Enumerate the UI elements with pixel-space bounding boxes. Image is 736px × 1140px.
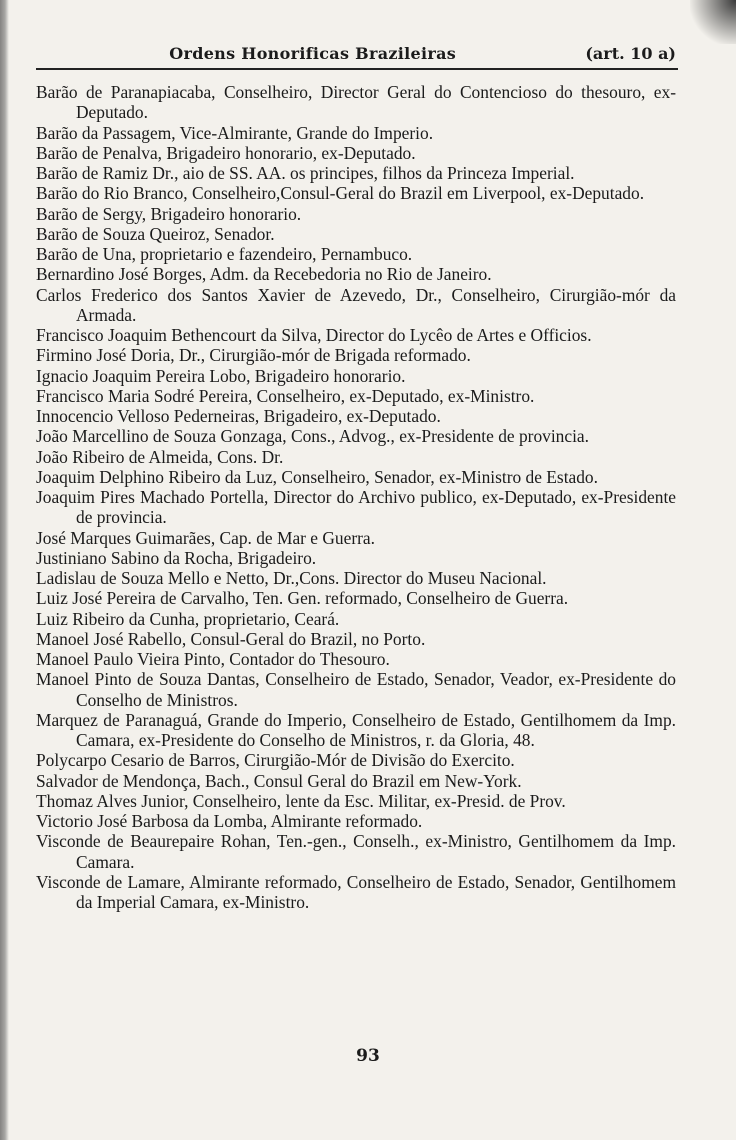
list-item: Barão da Passagem, Vice-Almirante, Grande do Imperio. — [36, 122, 434, 143]
list-item: Polycarpo Cesario de Barros, Cirurgião-Mór de Divisão do Exercito. — [36, 750, 515, 771]
list-item: Joaquim Delphino Ribeiro da Luz, Conselheiro, Senador, ex-Ministro de Estado. — [36, 466, 598, 487]
list-item: Marquez de Paranaguá, Grande do Imperio, Conselheiro de Estado, Gentilhomem da Imp. Camara, ex-Presidente do Conselho de Ministros, r. da Gloria, 48. — [36, 709, 676, 750]
list-item: Victorio José Barbosa da Lomba, Almirante reformado. — [36, 811, 423, 831]
list-item: Carlos Frederico dos Santos Xavier de Azevedo, Dr., Conselheiro, Cirurgião-mór da Armada. — [36, 284, 676, 325]
list-item: Francisco Maria Sodré Pereira, Conselheiro, ex-Deputado, ex-Ministro. — [36, 385, 535, 406]
corner-smudge — [690, 0, 736, 44]
list-item: Barão de Paranapiacaba, Conselheiro, Director Geral do Contencioso do thesouro, ex-Deputado. — [36, 82, 676, 123]
list-item: Luiz Ribeiro da Cunha, proprietario, Ceará. — [36, 608, 340, 629]
list-item: Innocencio Velloso Pederneiras, Brigadeiro, ex-Deputado. — [36, 406, 441, 426]
header-title: Ordens Honorificas Brazileiras — [169, 43, 457, 63]
header-article-reference: (art. 10 a) — [585, 43, 676, 63]
list-item: Barão de Una, proprietario e fazendeiro, Pernambuco. — [36, 244, 413, 264]
list-item: Manoel Pinto de Souza Dantas, Conselheiro de Estado, Senador, Veador, ex-Presidente do Conselho de Ministros. — [36, 669, 676, 710]
list-item: José Marques Guimarães, Cap. de Mar e Guerra. — [36, 527, 375, 548]
list-item: Salvador de Mendonça, Bach., Consul Geral do Brazil em New-York. — [36, 770, 522, 791]
list-item: Thomaz Alves Junior, Conselheiro, lente da Esc. Militar, ex-Presid. de Prov. — [36, 790, 566, 811]
list-item: Ladislau de Souza Mello e Netto, Dr.,Cons. Director do Museu Nacional. — [36, 568, 547, 588]
list-item: Barão de Sergy, Brigadeiro honorario. — [36, 203, 302, 224]
list-item: Manoel José Rabello, Consul-Geral do Brazil, no Porto. — [36, 628, 426, 649]
list-item: Ignacio Joaquim Pereira Lobo, Brigadeiro honorario. — [36, 365, 406, 386]
list-item: Barão de Ramiz Dr., aio de SS. AA. os principes, filhos da Princeza Imperial. — [36, 163, 575, 183]
page-edge-shadow — [0, 0, 9, 1140]
list-item: Justiniano Sabino da Rocha, Brigadeiro. — [36, 547, 317, 568]
page-number: 93 — [356, 1046, 380, 1066]
list-item: Barão do Rio Branco, Conselheiro,Consul-Geral do Brazil em Liverpool, ex-Deputado. — [36, 183, 645, 204]
list-item: Luiz José Pereira de Carvalho, Ten. Gen. reformado, Conselheiro de Guerra. — [36, 588, 569, 609]
running-header — [40, 40, 676, 66]
list-item: Barão de Souza Queiroz, Senador. — [36, 223, 275, 244]
entry-list — [36, 82, 676, 912]
list-item: João Ribeiro de Almeida, Cons. Dr. — [36, 446, 284, 467]
list-item: João Marcellino de Souza Gonzaga, Cons., Advog., ex-Presidente de provincia. — [36, 426, 589, 447]
list-item: Visconde de Lamare, Almirante reformado, Conselheiro de Estado, Senador, Gentilhomem da Imperial Camara, ex-Ministro. — [36, 871, 676, 912]
list-item: Joaquim Pires Machado Portella, Director do Archivo publico, ex-Deputado, ex-Presidente de provincia. — [36, 487, 676, 528]
header-rule — [36, 68, 678, 70]
list-item: Visconde de Beaurepaire Rohan, Ten.-gen., Conselh., ex-Ministro, Gentilhomem da Imp. Camara. — [36, 831, 676, 872]
list-item: Barão de Penalva, Brigadeiro honorario, ex-Deputado. — [36, 142, 416, 163]
list-item: Manoel Paulo Vieira Pinto, Contador do Thesouro. — [36, 649, 390, 669]
list-item: Francisco Joaquim Bethencourt da Silva, Director do Lycêo de Artes e Officios. — [36, 325, 592, 345]
list-item: Firmino José Doria, Dr., Cirurgião-mór de Brigada reformado. — [36, 345, 471, 366]
list-item: Bernardino José Borges, Adm. da Recebedoria no Rio de Janeiro. — [36, 264, 492, 285]
